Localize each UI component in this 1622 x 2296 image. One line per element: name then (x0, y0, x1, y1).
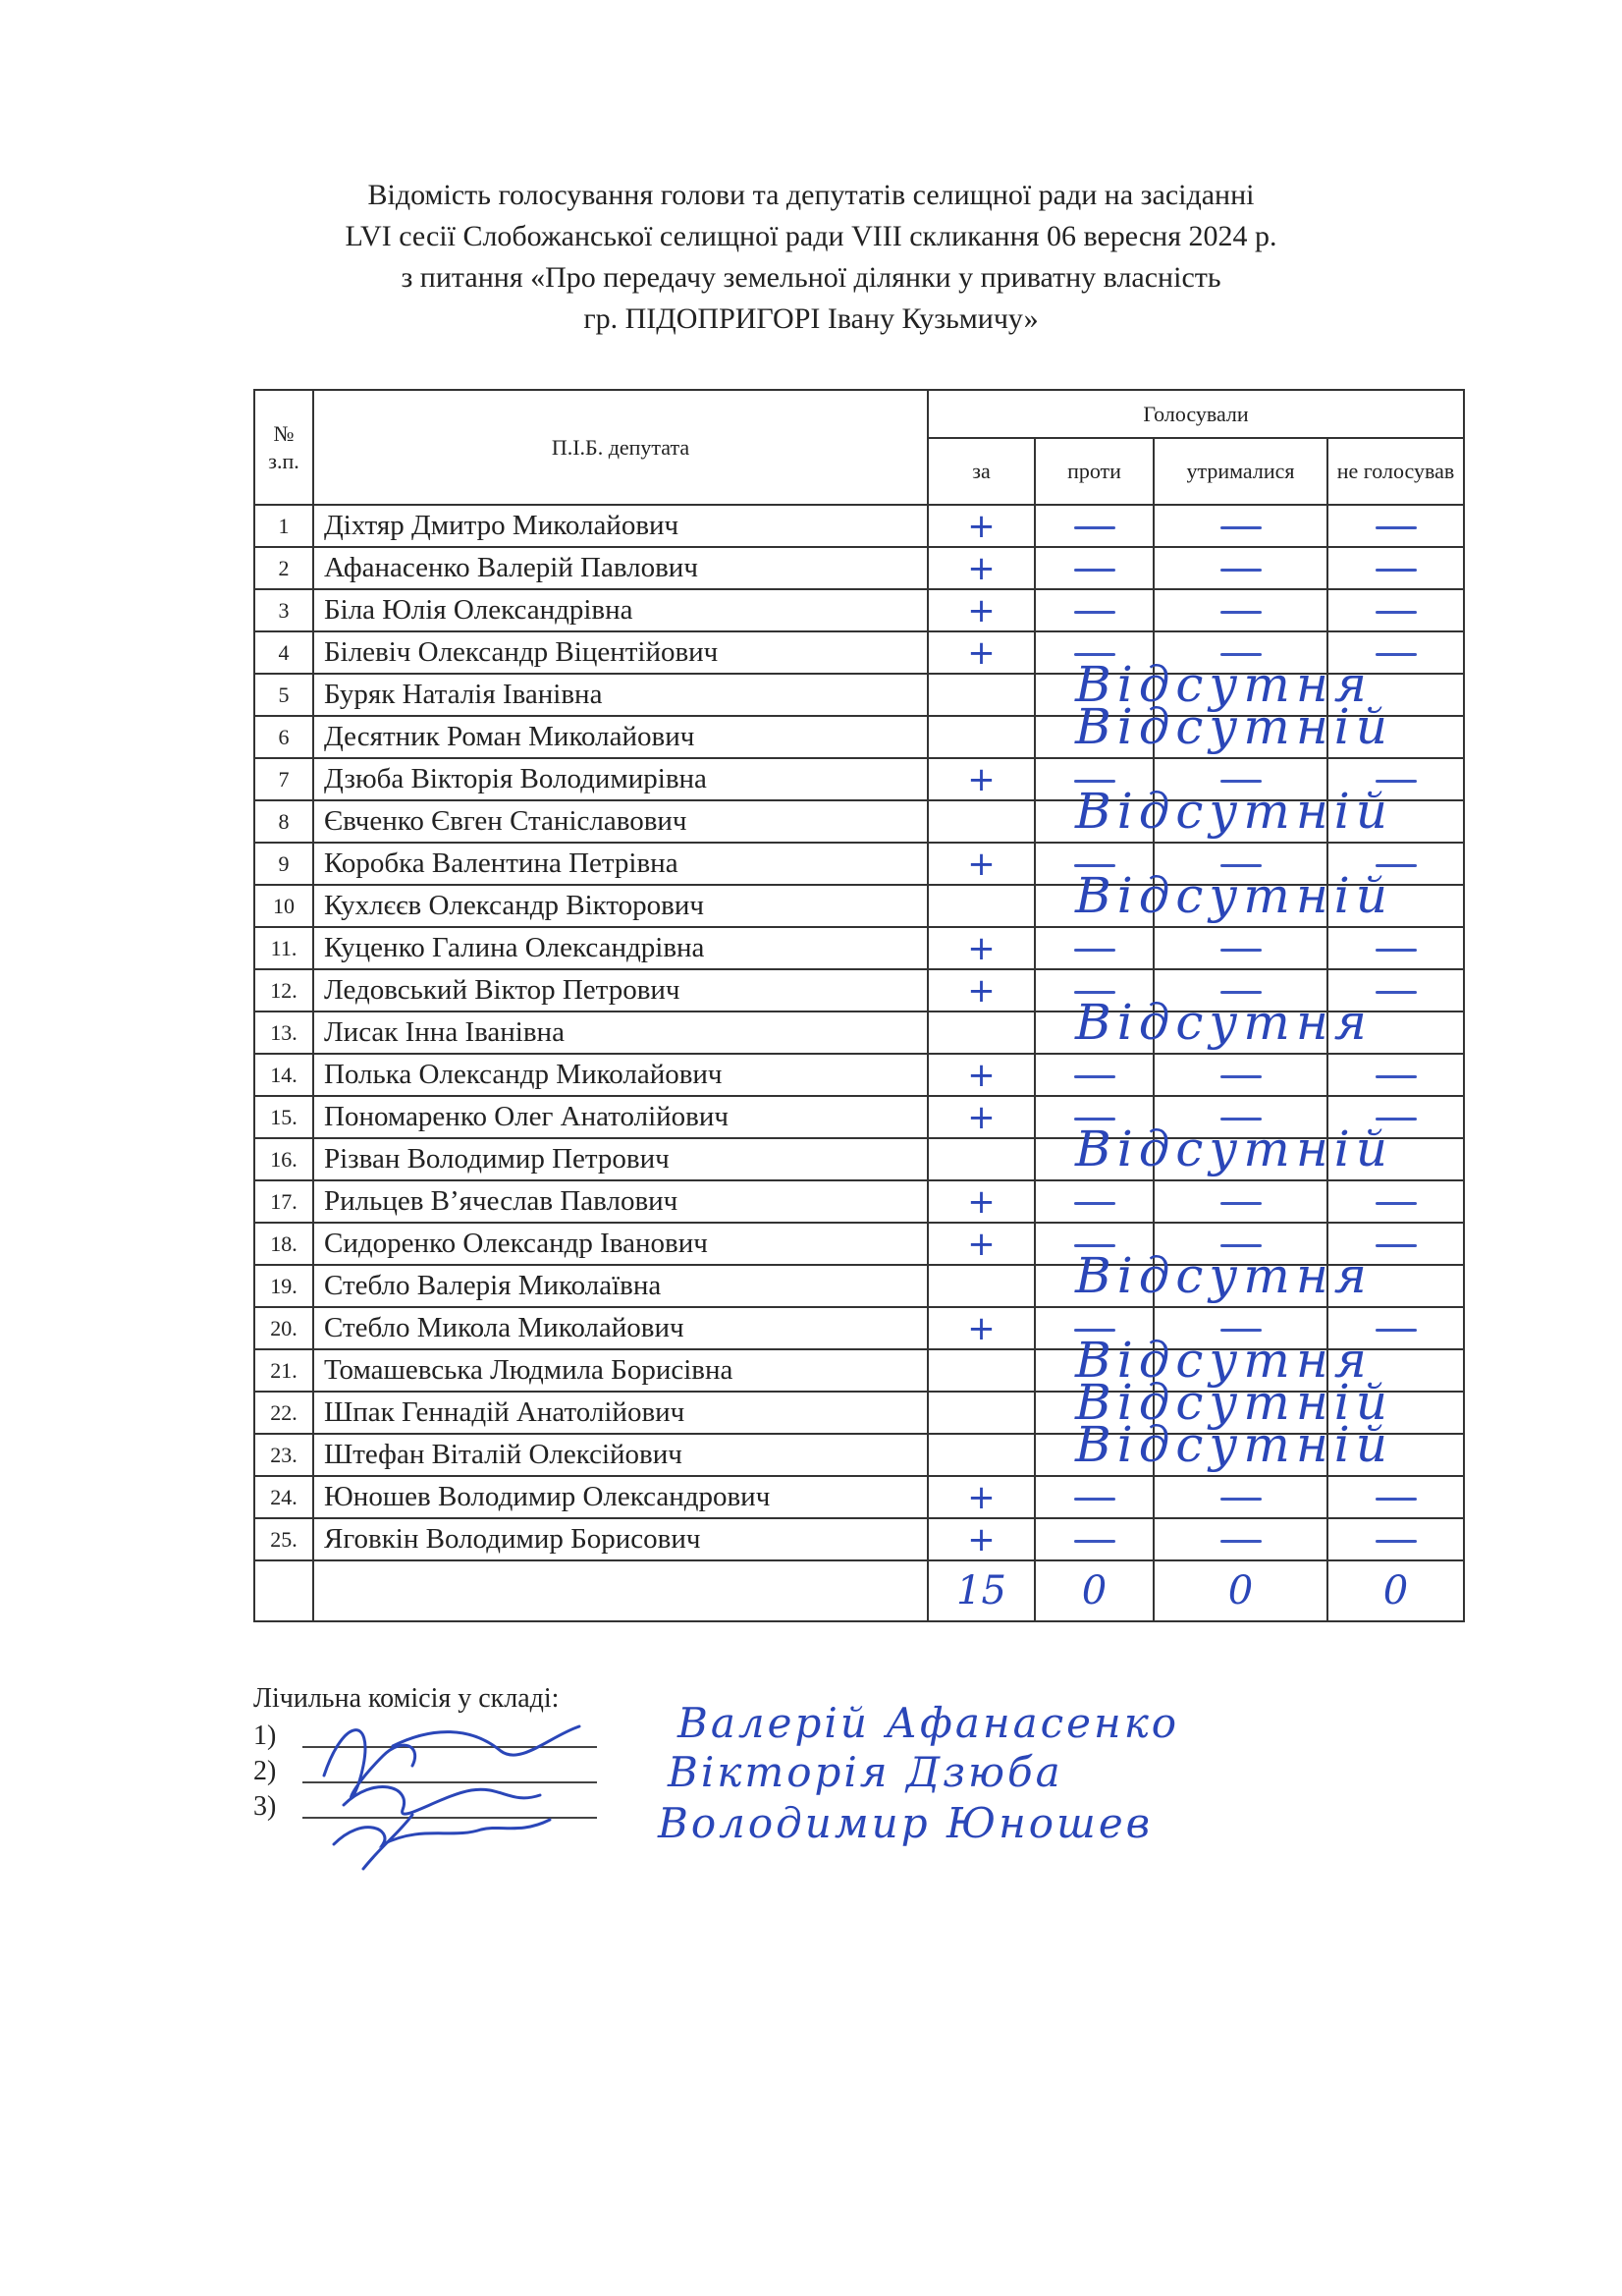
table-row (254, 1518, 1464, 1560)
total-abstained: 0 (1154, 1560, 1327, 1621)
table-row (254, 1476, 1464, 1518)
vote-abstained (1154, 1180, 1327, 1223)
vote-cell-empty (928, 1349, 1035, 1392)
dash-mark (1376, 1498, 1417, 1501)
vote-not-voted (1327, 1180, 1464, 1223)
vote-for (928, 1096, 1035, 1138)
deputy-name: Лисак Інна Іванівна (313, 1011, 928, 1054)
vote-not-voted (1327, 505, 1464, 547)
plus-mark: + (967, 1477, 996, 1517)
plus-mark: + (967, 928, 996, 968)
deputy-name: Пономаренко Олег Анатолійович (313, 1096, 928, 1138)
row-number: 11. (254, 927, 313, 969)
vote-cell-empty (928, 674, 1035, 716)
vote-for (928, 589, 1035, 631)
total-not-voted: 0 (1327, 1560, 1464, 1621)
title-line-1: Відомість голосування голови та депутатів селищної ради на засіданні (367, 179, 1255, 211)
header-name: П.І.Б. депутата (313, 390, 928, 505)
plus-mark: + (967, 1181, 996, 1222)
vote-abstained (1154, 1476, 1327, 1518)
dash-mark (1220, 526, 1262, 529)
deputy-name: Штефан Віталій Олексійович (313, 1434, 928, 1476)
vote-not-voted (1327, 1476, 1464, 1518)
dash-mark (1074, 526, 1115, 529)
dash-mark (1220, 611, 1262, 614)
vote-for (928, 547, 1035, 589)
plus-mark: + (967, 844, 996, 884)
dash-mark (1376, 1202, 1417, 1205)
row-number: 15. (254, 1096, 313, 1138)
dash-mark (1376, 991, 1417, 994)
header-against: проти (1035, 438, 1154, 505)
vote-cell-empty (928, 1011, 1035, 1054)
plus-mark: + (967, 1308, 996, 1348)
plus-mark: + (967, 1224, 996, 1264)
vote-cell-empty (928, 1392, 1035, 1434)
vote-abstained (1154, 1518, 1327, 1560)
absent-note: Відсутня (1075, 1332, 1373, 1389)
deputy-name: Різван Володимир Петрович (313, 1138, 928, 1180)
deputy-name: Ледовський Віктор Петрович (313, 969, 928, 1011)
totals-row (254, 1560, 1464, 1621)
vote-against (1035, 1476, 1154, 1518)
dash-mark (1220, 949, 1262, 952)
vote-for (928, 1180, 1035, 1223)
row-number: 3 (254, 589, 313, 631)
vote-abstained (1154, 547, 1327, 589)
totals-name (313, 1560, 928, 1621)
deputy-name: Шпак Геннадій Анатолійович (313, 1392, 928, 1434)
vote-against (1035, 1180, 1154, 1223)
plus-mark: + (967, 632, 996, 673)
deputy-name: Куценко Галина Олександрівна (313, 927, 928, 969)
deputy-name: Білевіч Олександр Віцентійович (313, 631, 928, 674)
vote-against (1035, 1054, 1154, 1096)
row-number: 25. (254, 1518, 313, 1560)
dash-mark (1074, 1202, 1115, 1205)
signature-2 (344, 1786, 540, 1814)
absent-note: Відсутня (1075, 1247, 1373, 1304)
absent-note: Відсутня (1075, 994, 1373, 1051)
row-number: 1 (254, 505, 313, 547)
vote-against (1035, 547, 1154, 589)
row-number: 24. (254, 1476, 313, 1518)
vote-against (1035, 927, 1154, 969)
dash-mark (1220, 1540, 1262, 1543)
absent-note: Відсутній (1075, 783, 1393, 840)
absent-note: Відсутня (1075, 656, 1373, 713)
deputy-name: Афанасенко Валерій Павлович (313, 547, 928, 589)
member-name-3: Володимир Юношев (658, 1799, 1154, 1847)
member-name-1: Валерій Афанасенко (677, 1699, 1180, 1747)
deputy-name: Коробка Валентина Петрівна (313, 843, 928, 885)
vote-not-voted (1327, 547, 1464, 589)
dash-mark (1376, 526, 1417, 529)
vote-for (928, 758, 1035, 800)
dash-mark (1220, 1202, 1262, 1205)
row-number: 20. (254, 1307, 313, 1349)
member-index: 2) (253, 1756, 277, 1786)
plus-mark: + (967, 506, 996, 546)
deputy-name: Буряк Наталія Іванівна (313, 674, 928, 716)
row-number: 12. (254, 969, 313, 1011)
member-name-2: Вікторія Дзюба (668, 1748, 1063, 1796)
row-number: 7 (254, 758, 313, 800)
vote-abstained (1154, 505, 1327, 547)
vote-for (928, 1223, 1035, 1265)
deputy-name: Дзюба Вікторія Володимирівна (313, 758, 928, 800)
row-number: 4 (254, 631, 313, 674)
dash-mark (1376, 611, 1417, 614)
row-number: 14. (254, 1054, 313, 1096)
title-line-3: з питання «Про передачу земельної ділянки у приватну власність (401, 261, 1221, 294)
deputy-name: Сидоренко Олександр Іванович (313, 1223, 928, 1265)
absent-note: Відсутній (1075, 1374, 1393, 1431)
deputy-name: Стебло Микола Миколайович (313, 1307, 928, 1349)
plus-mark: + (967, 590, 996, 630)
vote-not-voted (1327, 927, 1464, 969)
totals-num (254, 1560, 313, 1621)
member-index: 1) (253, 1721, 277, 1751)
deputy-name: Стебло Валерія Миколаївна (313, 1265, 928, 1307)
header-voted: Голосували (928, 390, 1464, 438)
row-number: 17. (254, 1180, 313, 1223)
vote-for (928, 1307, 1035, 1349)
plus-mark: + (967, 759, 996, 799)
plus-mark: + (967, 970, 996, 1011)
plus-mark: + (967, 1097, 996, 1137)
vote-cell-empty (928, 716, 1035, 758)
row-number: 6 (254, 716, 313, 758)
dash-mark (1220, 1498, 1262, 1501)
vote-for (928, 969, 1035, 1011)
dash-mark (1376, 1244, 1417, 1247)
row-number: 19. (254, 1265, 313, 1307)
row-number: 2 (254, 547, 313, 589)
deputy-name: Біла Юлія Олександрівна (313, 589, 928, 631)
plus-mark: + (967, 1519, 996, 1559)
dash-mark (1074, 1540, 1115, 1543)
vote-against (1035, 589, 1154, 631)
vote-abstained (1154, 1054, 1327, 1096)
dash-mark (1376, 569, 1417, 572)
table-row (254, 547, 1464, 589)
absent-note: Відсутній (1075, 1416, 1393, 1473)
title-line-4: гр. ПІДОПРИГОРІ Івану Кузьмичу» (583, 302, 1039, 335)
vote-cell-empty (928, 1434, 1035, 1476)
dash-mark (1220, 569, 1262, 572)
title-line-2: LVI сесії Слобожанської селищної ради VIII скликання 06 вересня 2024 р. (345, 220, 1277, 252)
row-number: 5 (254, 674, 313, 716)
signature-3 (334, 1820, 550, 1844)
vote-for (928, 843, 1035, 885)
signature-scribbles (304, 1697, 677, 1893)
table-row (254, 927, 1464, 969)
dash-mark (1376, 1075, 1417, 1078)
deputy-name: Діхтяр Дмитро Миколайович (313, 505, 928, 547)
dash-mark (1074, 1075, 1115, 1078)
row-number: 13. (254, 1011, 313, 1054)
deputy-name: Томашевська Людмила Борисівна (313, 1349, 928, 1392)
row-number: 18. (254, 1223, 313, 1265)
row-number: 9 (254, 843, 313, 885)
vote-abstained (1154, 589, 1327, 631)
dash-mark (1074, 569, 1115, 572)
dash-mark (1376, 653, 1417, 656)
deputy-name: Полька Олександр Миколайович (313, 1054, 928, 1096)
member-index: 3) (253, 1791, 277, 1822)
signature-1-tail (393, 1726, 579, 1755)
dash-mark (1074, 1498, 1115, 1501)
vote-cell-empty (928, 885, 1035, 927)
row-number: 22. (254, 1392, 313, 1434)
commission-label: Лічильна комісія у складі: (253, 1683, 560, 1714)
vote-for (928, 1054, 1035, 1096)
table-row (254, 1180, 1464, 1223)
deputy-name: Юношев Володимир Олександрович (313, 1476, 928, 1518)
header-not-voted: не голосував (1327, 438, 1464, 505)
absent-note: Відсутній (1075, 1121, 1393, 1177)
document-title (0, 175, 1622, 340)
vote-abstained (1154, 927, 1327, 969)
dash-mark (1376, 1540, 1417, 1543)
header-abstained: утрималися (1154, 438, 1327, 505)
row-number: 23. (254, 1434, 313, 1476)
vote-cell-empty (928, 800, 1035, 843)
vote-against (1035, 505, 1154, 547)
table-row (254, 505, 1464, 547)
vote-for (928, 1518, 1035, 1560)
plus-mark: + (967, 548, 996, 588)
dash-mark (1074, 949, 1115, 952)
deputy-name: Євченко Євген Станіславович (313, 800, 928, 843)
header-for: за (928, 438, 1035, 505)
dash-mark (1074, 611, 1115, 614)
deputy-name: Рильцев В’ячеслав Павлович (313, 1180, 928, 1223)
signature-3-stroke (363, 1815, 412, 1869)
row-number: 8 (254, 800, 313, 843)
dash-mark (1376, 949, 1417, 952)
table-row (254, 589, 1464, 631)
absent-note: Відсутній (1075, 698, 1393, 755)
header-num: № з.п. (254, 390, 313, 505)
row-number: 10 (254, 885, 313, 927)
deputy-name: Десятник Роман Миколайович (313, 716, 928, 758)
vote-for (928, 505, 1035, 547)
vote-against (1035, 1518, 1154, 1560)
vote-not-voted (1327, 589, 1464, 631)
vote-not-voted (1327, 1518, 1464, 1560)
table-row (254, 1054, 1464, 1096)
vote-for (928, 927, 1035, 969)
vote-for (928, 1476, 1035, 1518)
dash-mark (1376, 1329, 1417, 1332)
deputy-name: Кухлєєв Олександр Вікторович (313, 885, 928, 927)
dash-mark (1220, 1075, 1262, 1078)
vote-cell-empty (928, 1265, 1035, 1307)
vote-not-voted (1327, 1054, 1464, 1096)
vote-cell-empty (928, 1138, 1035, 1180)
plus-mark: + (967, 1055, 996, 1095)
deputy-name: Яговкін Володимир Борисович (313, 1518, 928, 1560)
vote-for (928, 631, 1035, 674)
row-number: 16. (254, 1138, 313, 1180)
row-number: 21. (254, 1349, 313, 1392)
absent-note: Відсутній (1075, 867, 1393, 924)
total-for: 15 (928, 1560, 1035, 1621)
total-against: 0 (1035, 1560, 1154, 1621)
